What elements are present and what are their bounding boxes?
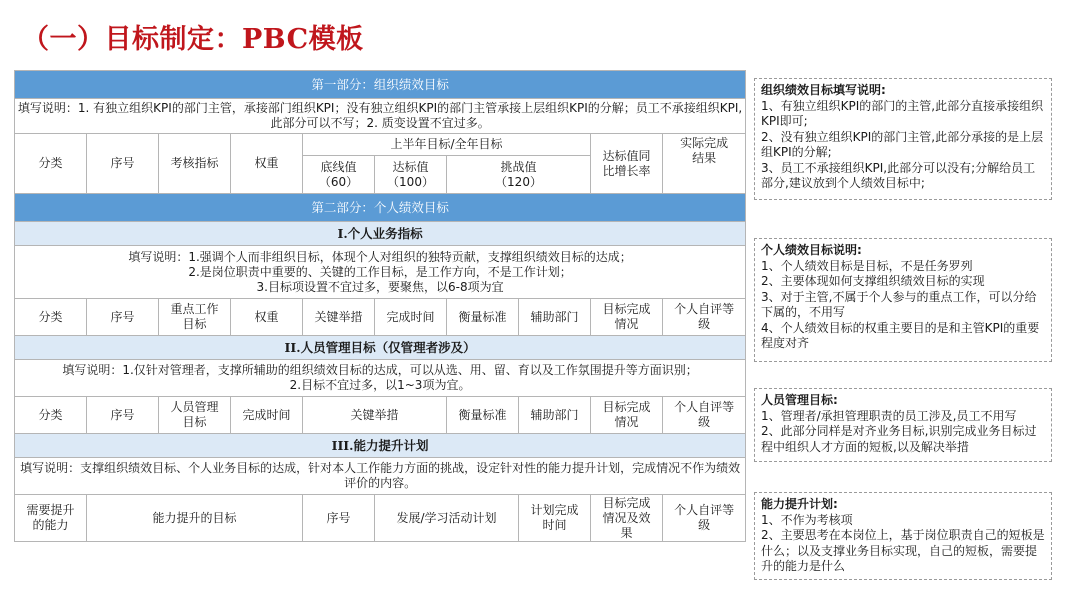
s1-header-self-rating: 个人自评等 级: [663, 299, 746, 336]
s3-header-completion-effect: 目标完成 情况及效 果: [591, 495, 663, 542]
s1-header-category: 分类: [15, 299, 87, 336]
header-category: 分类: [15, 134, 87, 194]
org-kpi-instructions: 填写说明：1. 有独立组织KPI的部门主管，承接部门组织KPI；没有独立组织KPI的部门主管承接上层组织KPI的分解；员工不承接组织KPI,此部分可以不写；2. 质变设置不宜过多。: [15, 99, 746, 134]
s2-header-measure: 衡量标准: [447, 397, 519, 434]
s2-header-seq: 序号: [87, 397, 159, 434]
pbc-template-table: [14, 70, 746, 542]
org-kpi-side-note: [754, 78, 1052, 200]
ability-side-note: [754, 492, 1052, 580]
s1-header-finish-time: 完成时间: [375, 299, 447, 336]
header-seq: 序号: [87, 134, 159, 194]
org-kpi-note-title: 组织绩效目标填写说明:: [761, 83, 886, 97]
header-challenge-value: 挑战值 （120）: [447, 156, 591, 194]
s1-header-measure: 衡量标准: [447, 299, 519, 336]
s2-header-support-dept: 辅助部门: [519, 397, 591, 434]
s3-header-self-rating: 个人自评等 级: [663, 495, 746, 542]
subsection-people-title: II.人员管理目标（仅管理者涉及）: [15, 336, 746, 360]
ability-instructions: 填写说明：支撑组织绩效目标、个人业务目标的达成，针对本人工作能力方面的挑战，设定针对性的能力提升计划，完成情况不作为绩效评价的内容。: [15, 458, 746, 495]
subsection-ability-title: III.能力提升计划: [15, 434, 746, 458]
people-note-title: 人员管理目标:: [761, 393, 838, 407]
s1-header-key-actions: 关键举措: [303, 299, 375, 336]
page-title: （一）目标制定：PBC模板: [22, 24, 364, 55]
s2-header-category: 分类: [15, 397, 87, 434]
s1-header-key-goal: 重点工作 目标: [159, 299, 231, 336]
personal-note-title: 个人绩效目标说明:: [761, 243, 862, 257]
s3-header-plan-time: 计划完成 时间: [519, 495, 591, 542]
section-org-kpi-title: 第一部分：组织绩效目标: [15, 71, 746, 99]
subsection-business-title: I.个人业务指标: [15, 222, 746, 246]
s1-header-completion: 目标完成 情况: [591, 299, 663, 336]
s3-header-ability-needed: 需要提升 的能力: [15, 495, 87, 542]
ability-note-body: 1、不作为考核项 2、主要思考在本岗位上，基于岗位职责自己的短板是什么；以及支撑业务目标实现，自己的短板，需要提升的能力是什么: [761, 512, 1045, 573]
section-personal-title: 第二部分：个人绩效目标: [15, 194, 746, 222]
s1-header-support-dept: 辅助部门: [519, 299, 591, 336]
header-standard-value: 达标值 （100）: [375, 156, 447, 194]
s2-header-people-goal: 人员管理 目标: [159, 397, 231, 434]
s2-header-completion: 目标完成 情况: [591, 397, 663, 434]
s3-header-activity-plan: 发展/学习活动计划: [375, 495, 519, 542]
header-kpi: 考核指标: [159, 134, 231, 194]
personal-note-body: 1、个人绩效目标是目标，不是任务罗列 2、主要体现如何支撑组织绩效目标的实现 3、对于主管,不属于个人参与的重点工作，可以分给下属的，不用写 4、个人绩效目标的权重主要目的是和主管KPI的重要程度对齐: [761, 258, 1040, 350]
personal-side-note: [754, 238, 1052, 362]
header-weight: 权重: [231, 134, 303, 194]
header-actual: 实际完成 结果: [663, 134, 746, 194]
s2-header-finish-time: 完成时间: [231, 397, 303, 434]
s2-header-self-rating: 个人自评等 级: [663, 397, 746, 434]
header-target: 上半年目标/全年目标: [303, 134, 591, 156]
header-growth: 达标值同 比增长率: [591, 134, 663, 194]
s1-header-weight: 权重: [231, 299, 303, 336]
s2-header-key-actions: 关键举措: [303, 397, 447, 434]
people-instructions: 填写说明：1.仅针对管理者，支撑所辅助的组织绩效目标的达成，可以从选、用、留、育以及工作氛围提升等方面识别； 2.目标不宜过多，以1~3项为宜。: [15, 360, 746, 397]
org-kpi-note-body: 1、有独立组织KPI的部门的主管,此部分直接承接组织KPI即可; 2、没有独立组织KPI的部门主管,此部分承接的是上层组KPI的分解; 3、员工不承接组织KPI,此部分可以没有;分解给员工部分,建议放到个人绩效目标中;: [761, 98, 1044, 190]
people-note-body: 1、管理者/承担管理职责的员工涉及,员工不用写 2、此部分同样是对齐业务目标,识别完成业务目标过程中组织人才方面的短板,以及解决举措: [761, 408, 1037, 454]
s3-header-seq: 序号: [303, 495, 375, 542]
people-side-note: [754, 388, 1052, 462]
ability-note-title: 能力提升计划:: [761, 497, 838, 511]
s1-header-seq: 序号: [87, 299, 159, 336]
header-base-value: 底线值 （60）: [303, 156, 375, 194]
business-instructions: 填写说明：1.强调个人而非组织目标，体现个人对组织的独特贡献，支撑组织绩效目标的达成； 2.是岗位职责中重要的、关键的工作目标，是工作方向，不是工作计划； 3.目标项设置不宜过多，要聚焦，以6-8项为宜: [15, 246, 746, 299]
s3-header-ability-goal: 能力提升的目标: [87, 495, 303, 542]
